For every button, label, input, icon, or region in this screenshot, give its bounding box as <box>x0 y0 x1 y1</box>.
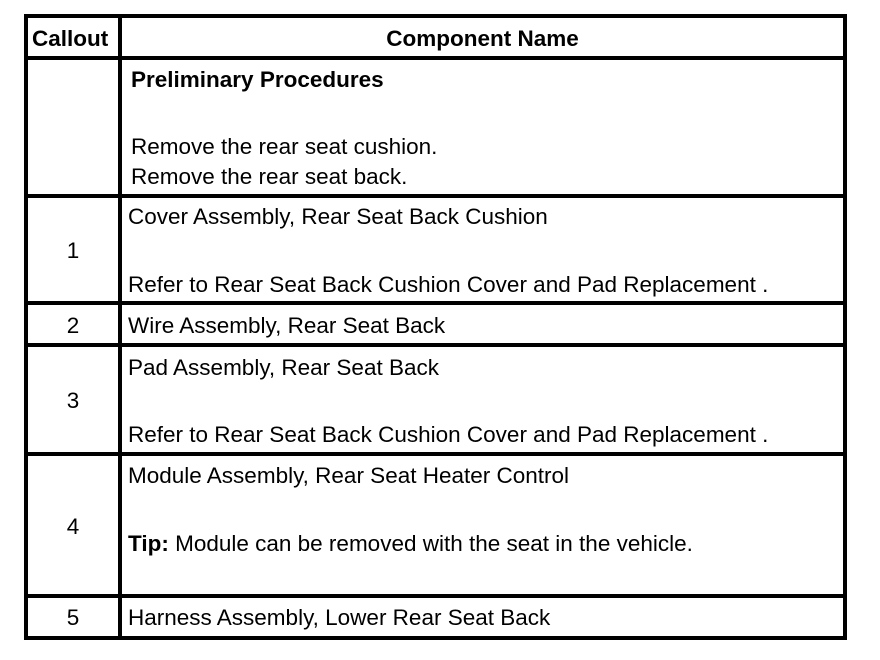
callout-number: 4 <box>66 514 80 539</box>
callout-number: 5 <box>66 605 80 630</box>
component-name: Wire Assembly, Rear Seat Back <box>128 313 446 338</box>
preliminary-step: Remove the rear seat back. <box>131 164 408 189</box>
table-border-top <box>24 14 847 18</box>
component-name: Harness Assembly, Lower Rear Seat Back <box>128 605 551 630</box>
callout-number: 2 <box>66 313 80 338</box>
component-reference: Refer to Rear Seat Back Cushion Cover and Pad Replacement . <box>128 272 769 297</box>
component-name: Module Assembly, Rear Seat Heater Control <box>128 463 570 488</box>
component-name-column-header: Component Name <box>386 26 579 51</box>
table-border-right <box>843 14 847 640</box>
callout-number: 1 <box>66 238 80 263</box>
row-divider <box>24 594 847 598</box>
row-divider <box>24 452 847 456</box>
row-divider <box>24 301 847 305</box>
row-divider <box>24 343 847 347</box>
component-table <box>24 14 847 640</box>
tip-note <box>128 531 693 557</box>
header-divider <box>24 56 847 60</box>
column-divider <box>118 14 122 640</box>
preliminary-heading: Preliminary Procedures <box>131 67 384 92</box>
callout-column-header: Callout <box>32 26 109 51</box>
component-reference: Refer to Rear Seat Back Cushion Cover and Pad Replacement . <box>128 422 769 447</box>
tip-label: Tip: <box>128 531 169 556</box>
preliminary-step: Remove the rear seat cushion. <box>131 134 438 159</box>
component-name: Cover Assembly, Rear Seat Back Cushion <box>128 204 548 229</box>
table-border-bottom <box>24 636 847 640</box>
callout-number: 3 <box>66 388 80 413</box>
tip-text: Module can be removed with the seat in the vehicle. <box>168 531 693 556</box>
component-name: Pad Assembly, Rear Seat Back <box>128 355 439 380</box>
row-divider <box>24 194 847 198</box>
